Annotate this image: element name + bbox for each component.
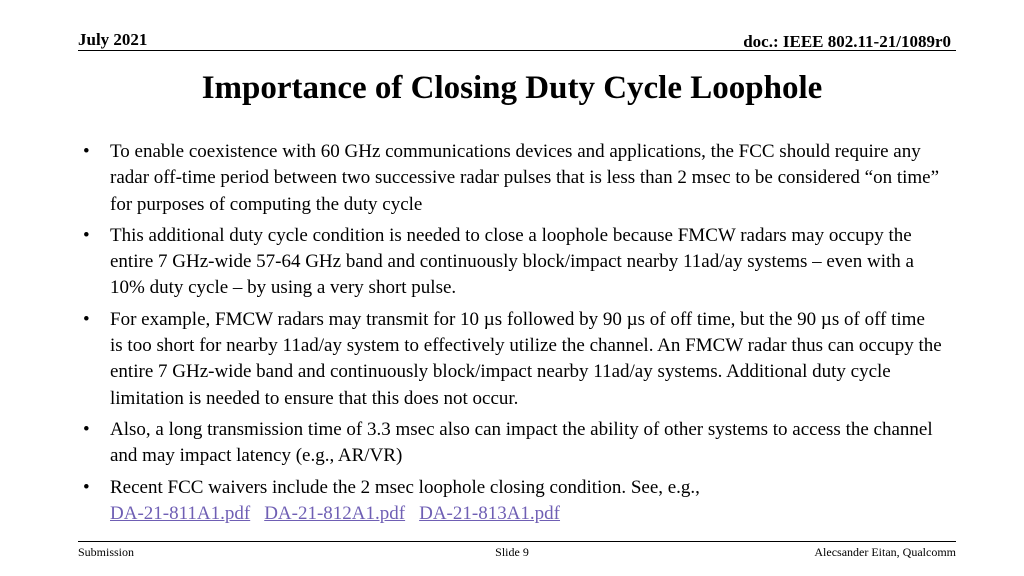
bullet-icon: • <box>83 224 90 246</box>
link-da-21-813a1[interactable]: DA-21-813A1.pdf <box>419 502 561 524</box>
bullet-item <box>80 417 942 470</box>
bullet-icon: • <box>83 308 90 330</box>
bullet-text: Also, a long transmission time of 3.3 msec also can impact the ability of other systems to access the channel and may impact latency (e.g., AR/VR) <box>110 418 933 467</box>
bullet-item <box>80 307 942 412</box>
link-da-21-812a1[interactable]: DA-21-812A1.pdf <box>264 502 406 524</box>
bullet-list <box>80 139 942 532</box>
footer-slide-number: Slide 9 <box>495 545 529 559</box>
slide-title: Importance of Closing Duty Cycle Loophole <box>201 70 823 106</box>
footer-submission: Submission <box>78 545 135 559</box>
bullet-icon: • <box>83 141 90 162</box>
bullet-text: Recent FCC waivers include the 2 msec loophole closing condition. See, e.g., <box>110 476 700 498</box>
bullet-item <box>80 139 942 218</box>
bullet-text: For example, FMCW radars may transmit for 10 µs followed by 90 µs of off time, but the 90 µs of off time is too short for nearby 11ad/ay system to effectively utilize the channel. An FMCW radar thus can occupy the entire 7 GHz-wide band and continuously block/impact nearby 11ad/ay systems. Additional duty cycle limitation is needed to ensure that this does not occur. <box>110 308 942 409</box>
header-doc-id: doc.: IEEE 802.11-21/1089r0 <box>743 32 951 51</box>
bullet-item <box>80 475 942 528</box>
link-da-21-811a1[interactable]: DA-21-811A1.pdf <box>110 502 251 524</box>
footer-author: Alecsander Eitan, Qualcomm <box>814 545 956 559</box>
bullet-text: To enable coexistence with 60 GHz communications devices and applications, the FCC should require any radar off-time period between two successive radar pulses that is less than 2 msec to be considered “on time” for purposes of computing the duty cycle <box>110 141 940 215</box>
bullet-icon: • <box>83 476 90 498</box>
header-date: July 2021 <box>78 30 148 49</box>
bullet-text: This additional duty cycle condition is needed to close a loophole because FMCW radars may occupy the entire 7 GHz-wide 57-64 GHz band and continuously block/impact nearby 11ad/ay systems – even with a 10% duty cycle – by using a very short pulse. <box>110 224 914 299</box>
bullet-icon: • <box>83 418 90 440</box>
bullet-item <box>80 223 942 302</box>
footer-divider <box>78 541 956 542</box>
header-divider <box>78 50 956 51</box>
